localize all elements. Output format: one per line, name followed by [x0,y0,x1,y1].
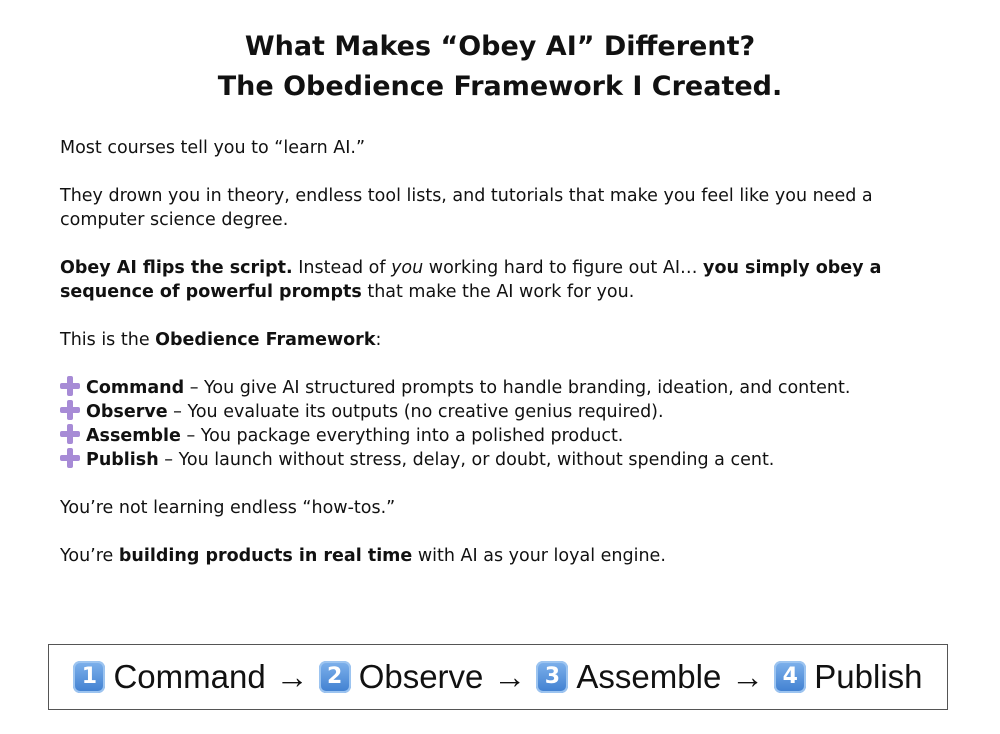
flip-text-1: Instead of [292,258,392,278]
list-item-desc: – You launch without stress, delay, or doubt, without spending a cent. [158,450,775,470]
plus-icon [60,448,80,468]
flip-bold: Obey AI flips the script. [60,258,293,278]
list-item [60,400,940,424]
framework-intro-text: This is the [60,330,156,350]
title-line-2: The Obedience Framework I Created. [217,71,783,102]
flow-step-label: Assemble [576,658,722,695]
paragraph-flip [60,256,940,304]
flip-text-2: working hard to figure out AI… [423,258,704,278]
title-line-1: What Makes “Obey AI” Different? [244,31,756,62]
flow-step-label: Observe [358,658,484,695]
flow-step-label: Command [113,658,266,695]
paragraph-framework-intro [60,328,940,352]
right-arrow-icon: → [275,658,309,695]
article-body [60,136,940,592]
list-item-term: Assemble [86,426,181,446]
flip-italic: you [391,258,424,278]
keycap-four-icon: 4 [774,661,806,693]
plus-icon [60,400,80,420]
list-item [60,376,940,400]
building-bold: building products in real time [118,546,413,566]
keycap-three-icon: 3 [536,661,568,693]
list-item [60,424,940,448]
keycap-one-icon: 1 [73,661,105,693]
page-title [0,27,1000,107]
right-arrow-icon: → [493,658,527,695]
paragraph-theory: They drown you in theory, endless tool lists, and tutorials that make you feel like you need a computer science degree. [60,186,873,230]
framework-intro-colon: : [375,330,382,350]
list-item-desc: – You package everything into a polished product. [180,426,624,446]
list-item-term: Publish [86,450,159,470]
keycap-two-icon: 2 [319,661,351,693]
flow-step-observe [319,658,484,696]
paragraph-intro: Most courses tell you to “learn AI.” [60,138,366,158]
list-item [60,448,940,472]
flow-step-label: Publish [814,658,923,695]
flow-step-assemble [536,658,721,696]
plus-icon [60,424,80,444]
flow-step-publish [774,658,922,696]
plus-icon [60,376,80,396]
list-item-term: Command [86,378,185,398]
building-text-2: with AI as your loyal engine. [412,546,666,566]
list-item-term: Observe [86,402,168,422]
list-item-desc: – You give AI structured prompts to handle branding, ideation, and content. [184,378,851,398]
paragraph-building [60,544,940,568]
building-text-1: You’re [60,546,119,566]
framework-intro-bold: Obedience Framework [155,330,376,350]
list-item-desc: – You evaluate its outputs (no creative genius required). [167,402,664,422]
flip-text-3: that make the AI work for you. [361,282,635,302]
right-arrow-icon: → [731,658,765,695]
framework-list [60,376,940,472]
flow-step-command [73,658,265,696]
framework-flow-box [48,644,948,710]
flip-bold-2: you simply obey a sequence of powerful prompts [60,258,882,302]
paragraph-not-learning: You’re not learning endless “how-tos.” [60,498,396,518]
